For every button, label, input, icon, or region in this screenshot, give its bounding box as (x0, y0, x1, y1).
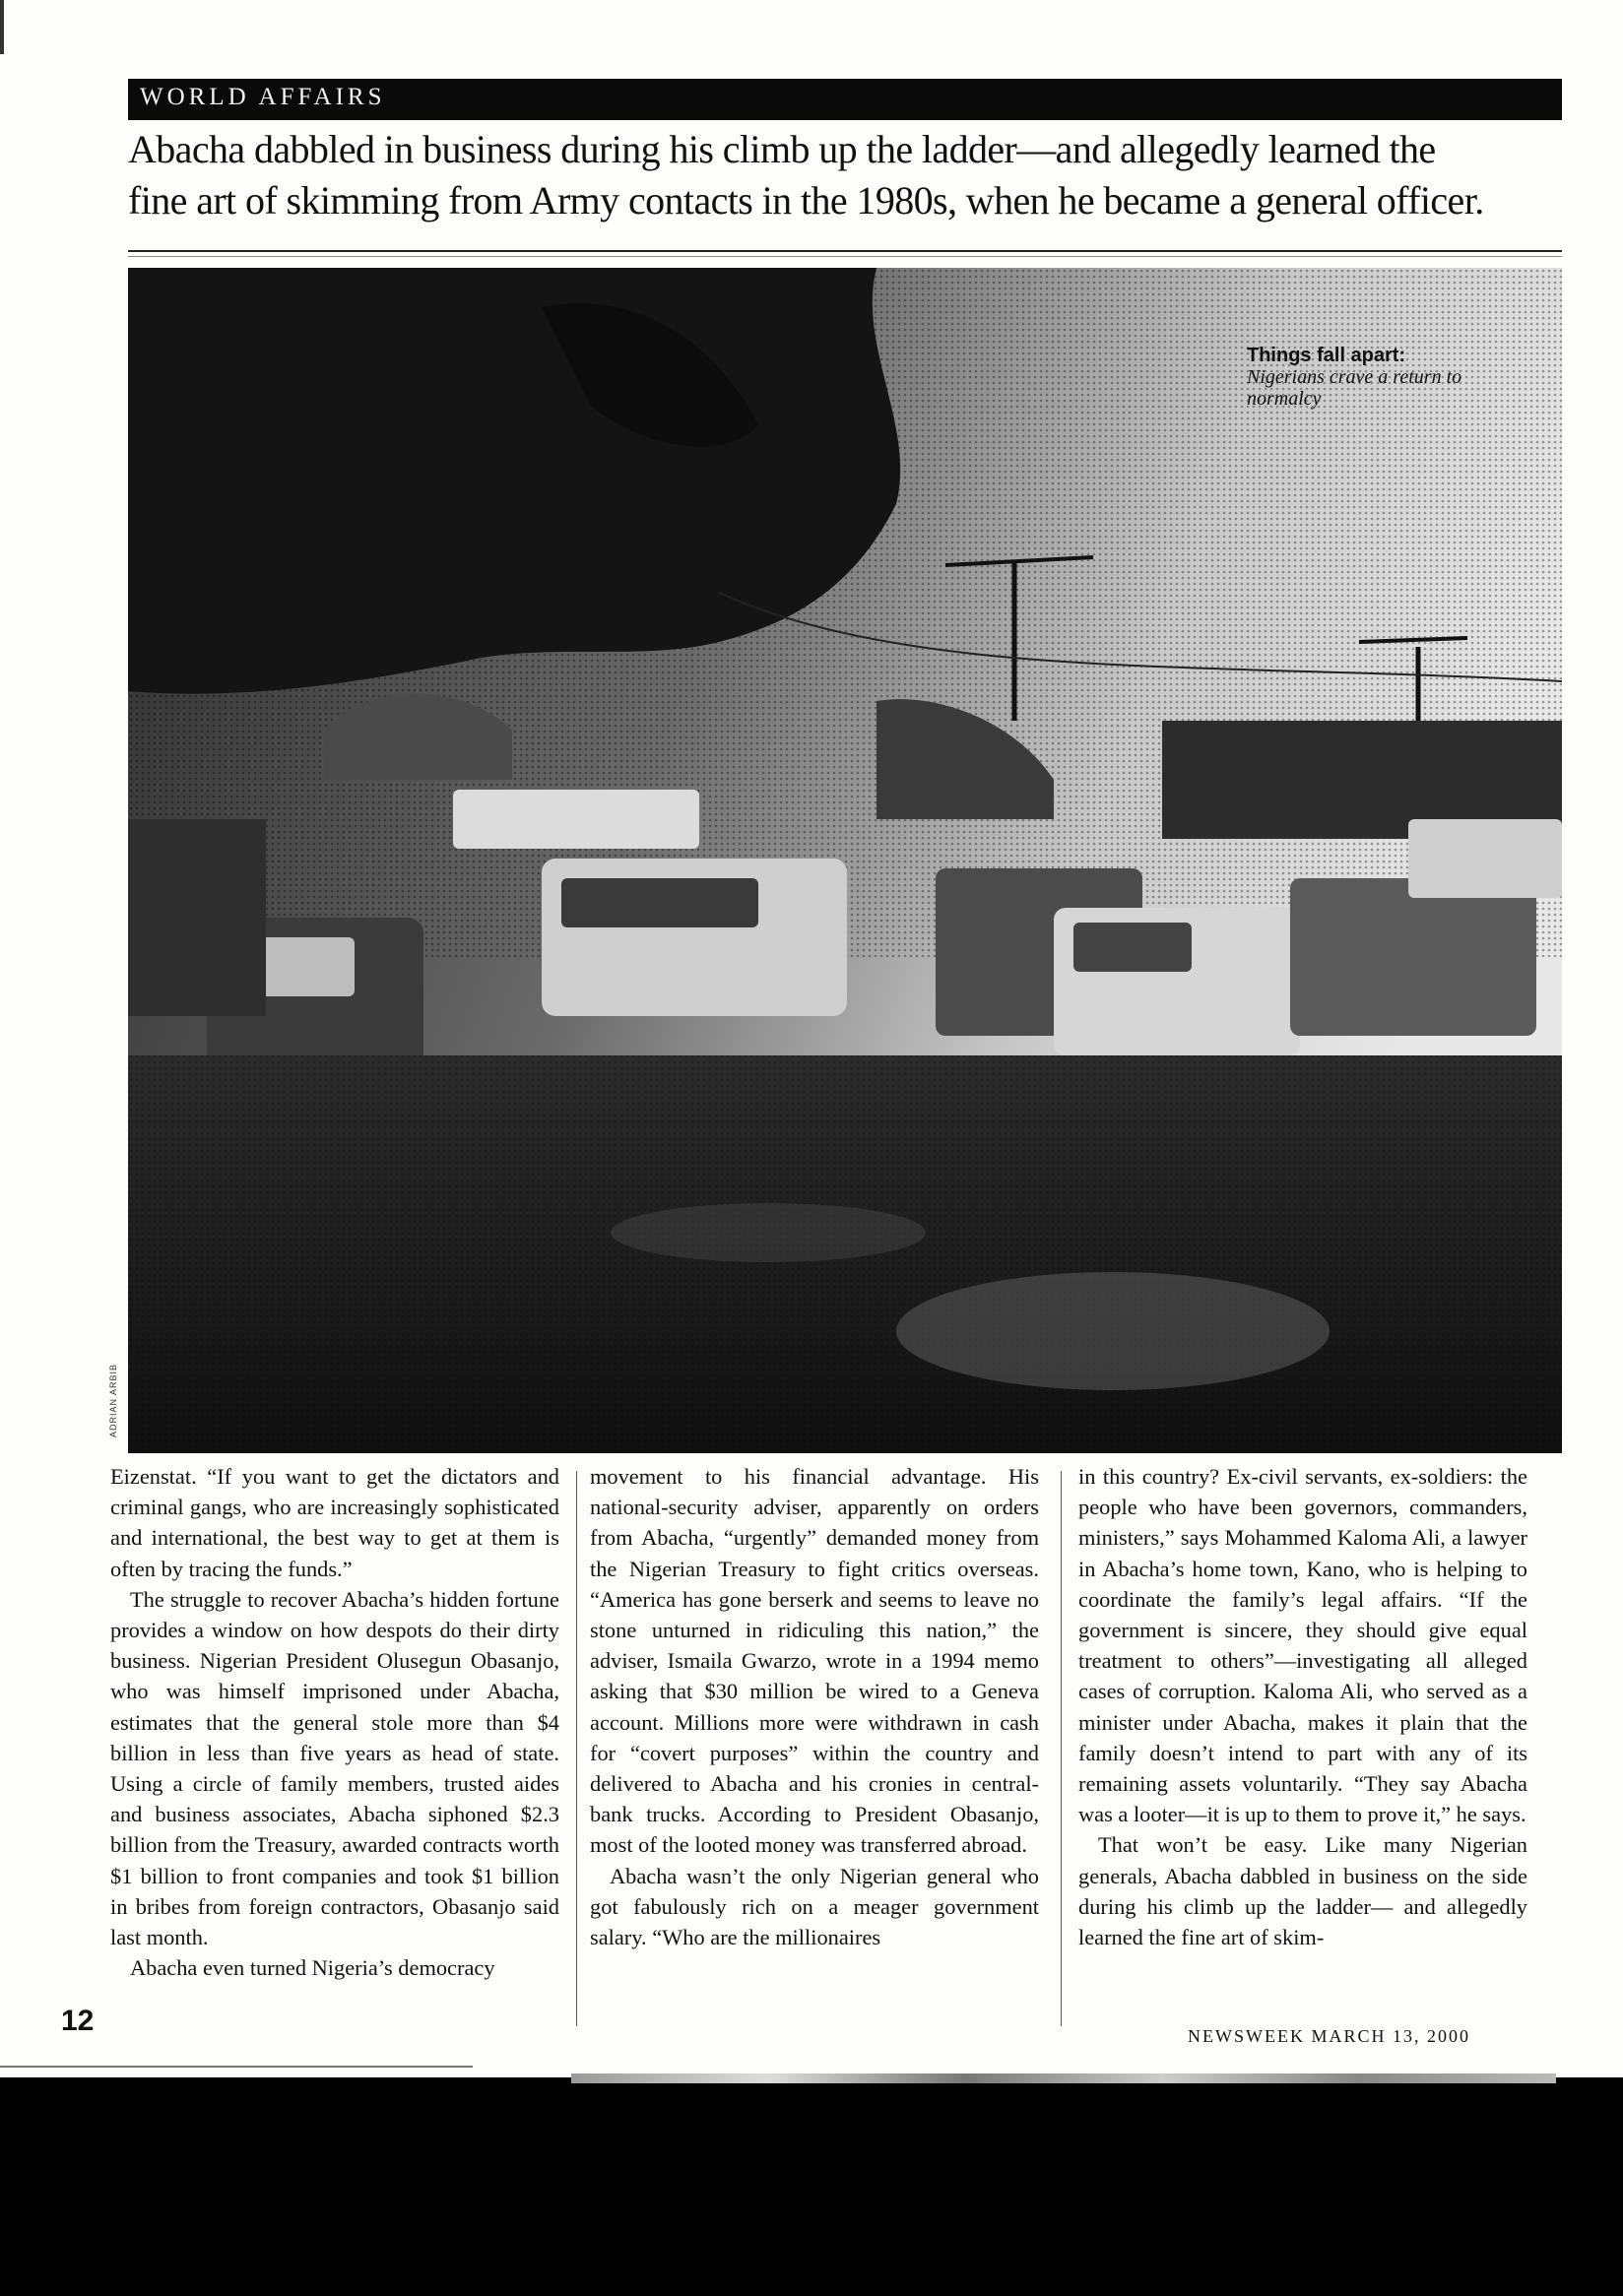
section-label: WORLD AFFAIRS (140, 84, 386, 110)
col2-paragraph-1: movement to his financial advantage. His national-security adviser, apparently on orders from Abacha, “urgently” demanded money from the Nigerian Treasury to fight critics overseas. “America has gone berserk and seems to leave no stone unturned in ridiculing this nation,” the adviser, Ismaila Gwarzo, wrote in a 1994 memo asking that $30 million be wired to a Geneva account. Millions more were withdrawn in cash for “covert purposes” within the country and delivered to Abacha and his cronies in central-bank trucks. According to President Obasanjo, most of the looted money was transferred abroad. (590, 1464, 1039, 1858)
col1-paragraph-2: The struggle to recover Abacha’s hidden fortune provides a window on how despots do their dirty business. Nigerian President Olusegun Obasanjo, who was himself imprisoned under Abacha, estimates that the general stole more than $4 billion in less than five years as head of state. Using a circle of family members, trusted aides and business associates, Abacha siphoned $2.3 billion from the Treasury, awarded contracts worth $1 billion to front companies and took $1 billion in bribes from foreign contractors, Obasanjo said last month. (110, 1586, 559, 1950)
deck-line-1: Abacha dabbled in business during his climb up the ladder—and allegedly learned the (128, 127, 1436, 171)
street-traffic-photo (128, 268, 1562, 1453)
photo-caption (1247, 345, 1463, 410)
deck-rule-thin (128, 256, 1562, 257)
col1-paragraph-1: Eizenstat. “If you want to get the dictators and criminal gangs, who are increasingly sophisticated and international, the best way to get at them is often by tracing the funds.” (110, 1464, 559, 1581)
photo-credit-text: ADRIAN ARBIB (108, 1363, 118, 1437)
article-column-3 (1078, 1461, 1527, 1952)
page-number: 12 (61, 2005, 95, 2037)
section-bar (128, 79, 1562, 120)
photo-credit (106, 1359, 126, 1437)
column-divider-2 (1061, 1471, 1062, 2026)
scan-artifact-strip (571, 2073, 1556, 2083)
pull-quote-deck (128, 124, 1566, 226)
article-column-2 (590, 1461, 1039, 1952)
scan-edge (0, 0, 4, 54)
caption-text: Nigerians crave a return to normalcy (1247, 366, 1462, 410)
column-divider-1 (576, 1471, 577, 2026)
publication-footer: NEWSWEEK MARCH 13, 2000 (1188, 2026, 1470, 2046)
caption-headline: Things fall apart: (1247, 345, 1406, 366)
col1-paragraph-3: Abacha even turned Nigeria’s democracy (130, 1955, 495, 1981)
col3-paragraph-2: That won’t be easy. Like many Nigerian generals, Abacha dabbled in business on the side during his climb up the ladder— and allegedly learned the fine art of skim- (1078, 1832, 1527, 1950)
article-column-1 (110, 1461, 559, 1983)
photo-illustration (128, 268, 1562, 1453)
scan-artifact-line (0, 2066, 473, 2068)
deck-rule (128, 250, 1562, 252)
deck-line-2: fine art of skimming from Army contacts in the 1980s, when he became a general officer. (128, 178, 1484, 223)
col3-paragraph-1: in this country? Ex-civil servants, ex-soldiers: the people who have been governors, commanders, ministers,” says Mohammed Kaloma Ali, a lawyer in Abacha’s home town, Kano, who is helping to coordinate the family’s legal affairs. “If the government is sincere, they should give equal treatment to others”—investigating all alleged cases of corruption. Kaloma Ali, who served as a minister under Abacha, makes it plain that the family doesn’t intend to part with any of its remaining assets voluntarily. “They say Abacha was a looter—it is up to them to prove it,” he says. (1078, 1464, 1527, 1827)
col2-paragraph-2: Abacha wasn’t the only Nigerian general who got fabulously rich on a meager government salary. “Who are the millionaires (590, 1863, 1039, 1950)
